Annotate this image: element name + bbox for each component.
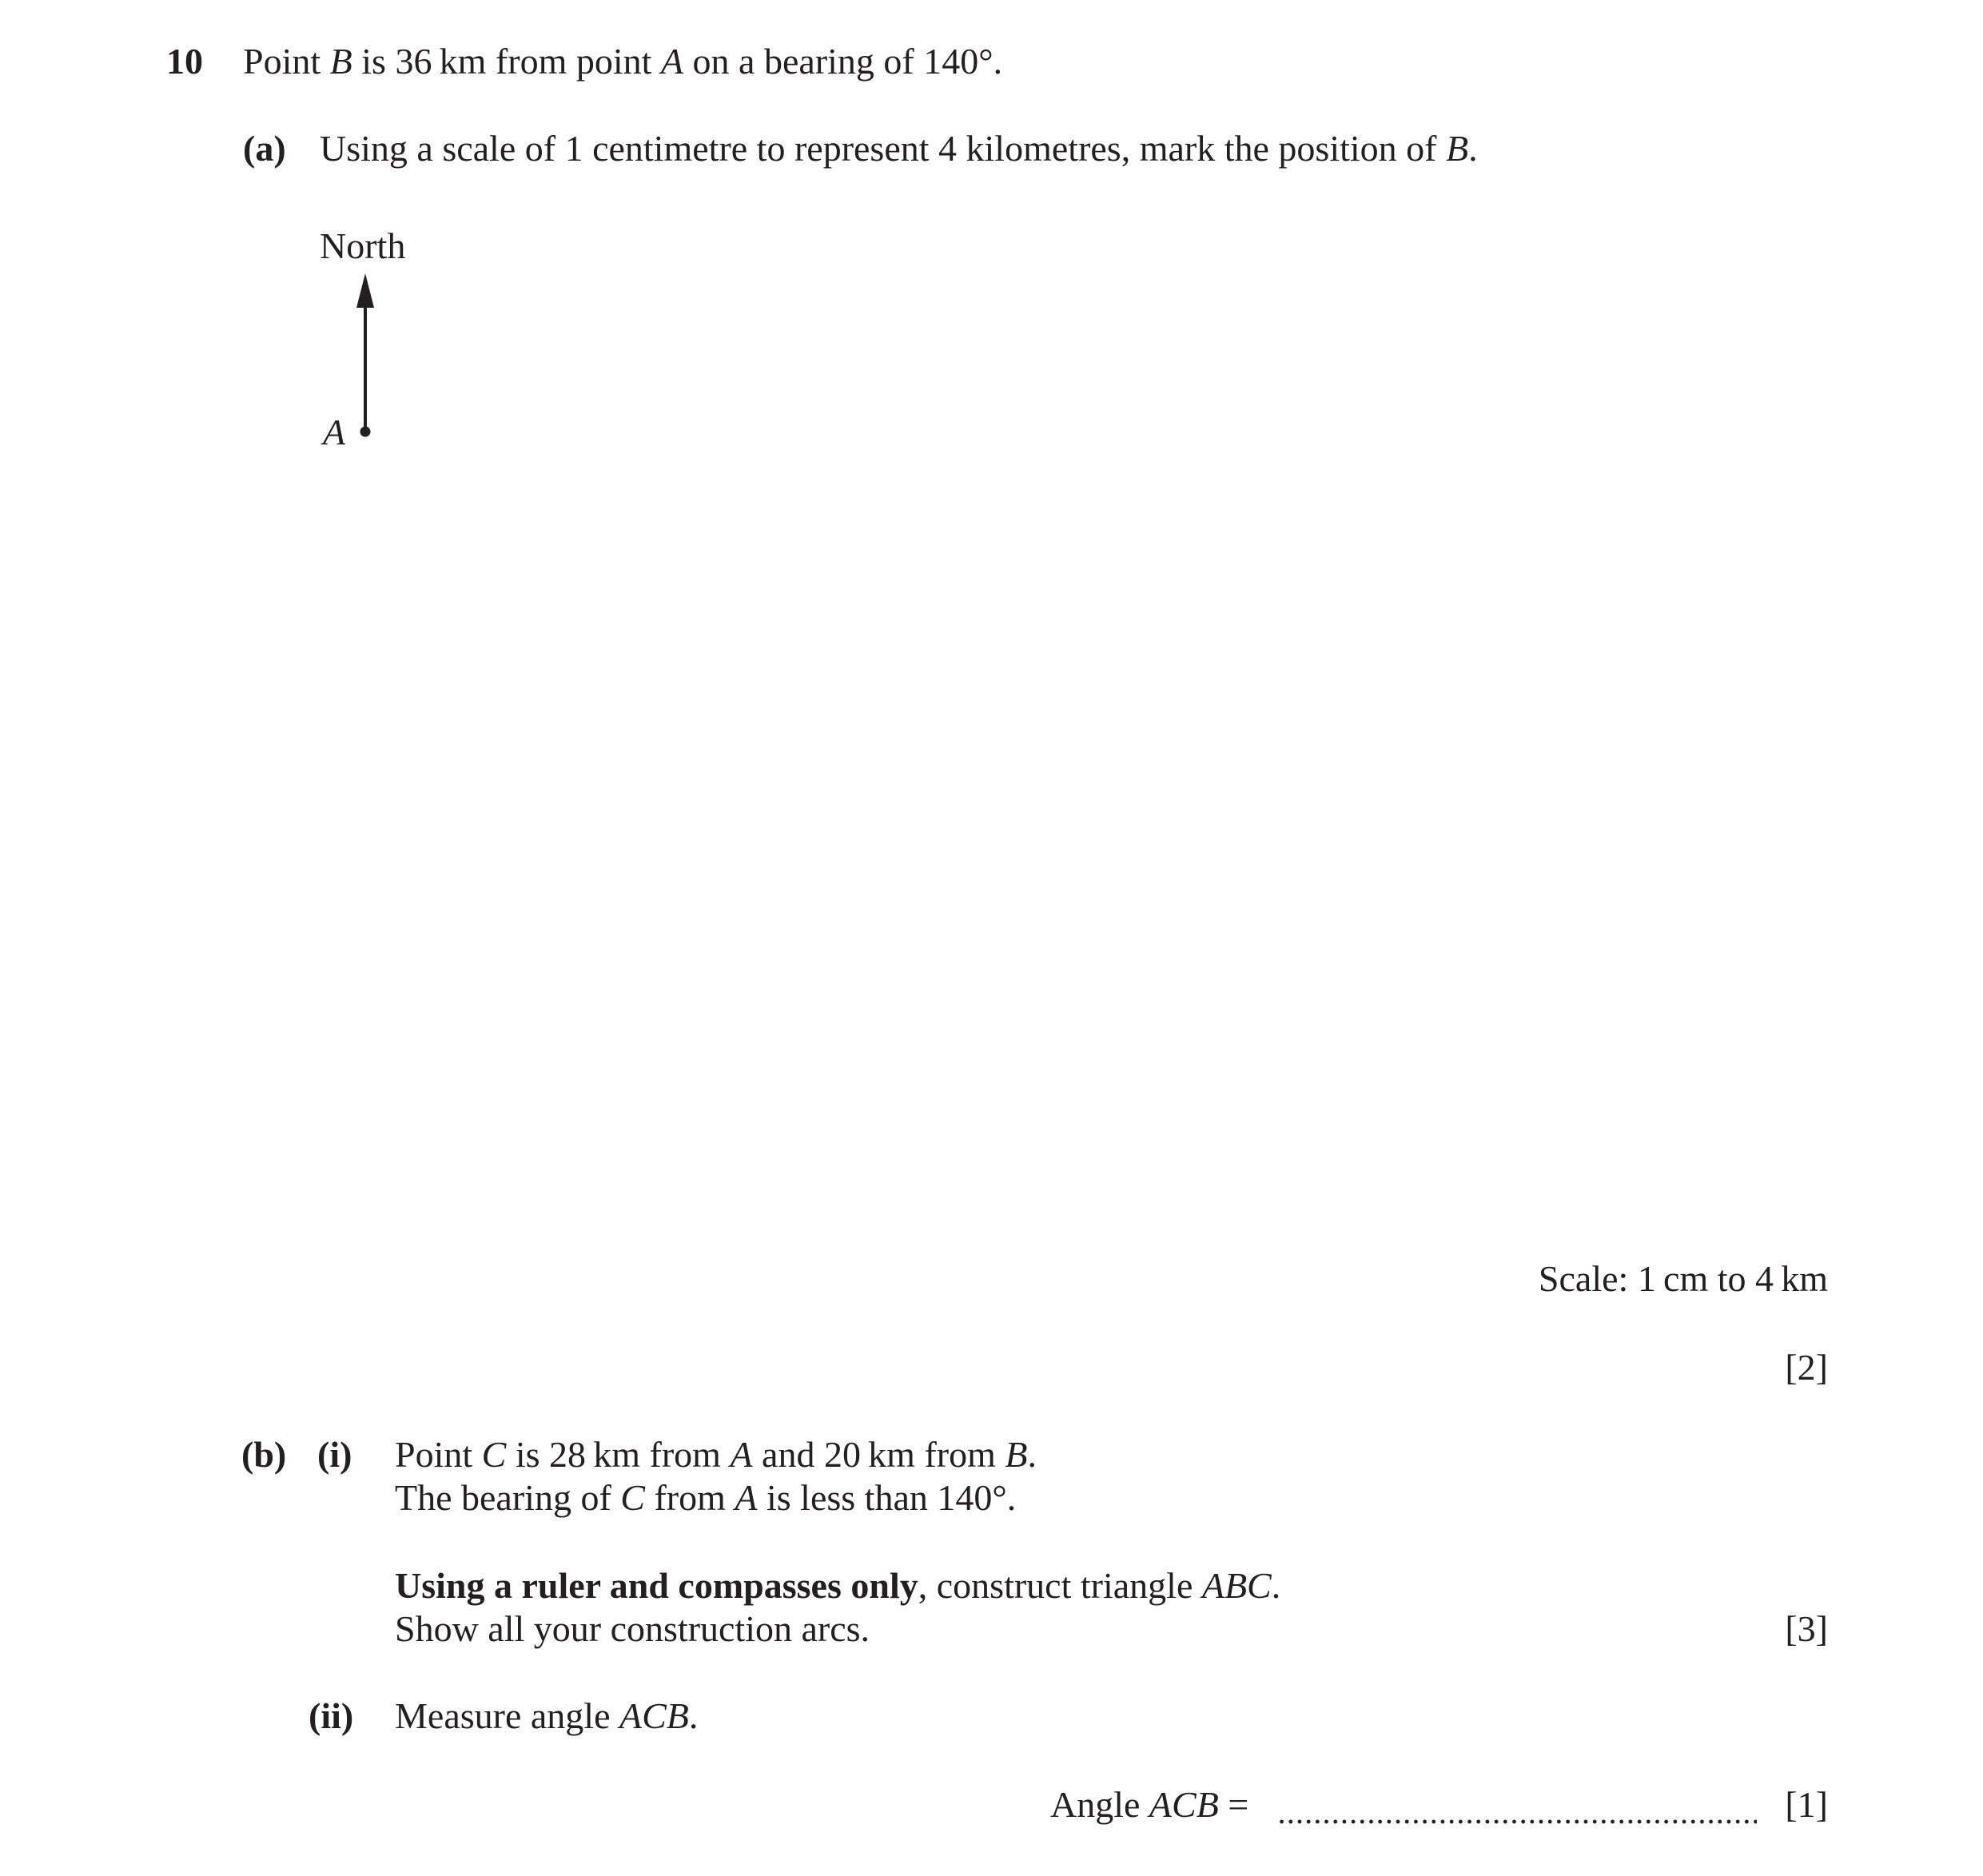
part-a-point-b: B — [1445, 128, 1469, 169]
part-a-text-2: . — [1468, 128, 1478, 169]
part-b-label: (b) — [241, 1434, 287, 1475]
answer-label — [1050, 1786, 1248, 1823]
north-arrowhead-icon — [356, 273, 374, 308]
b-i-l1-text-1: Point — [395, 1434, 482, 1475]
b-i-l2-text-1: The bearing of — [395, 1477, 621, 1518]
part-b-ii-label: (ii) — [309, 1695, 354, 1736]
stem-text-1: Point — [243, 41, 330, 82]
b-i-l1-text-4: . — [1027, 1434, 1037, 1475]
part-b-ii-marks: [1] — [1785, 1784, 1828, 1825]
b-i-l3-text-1: , construct triangle — [918, 1565, 1202, 1606]
stem-text-3: on a bearing of 140°. — [683, 41, 1003, 82]
point-a-label: A — [323, 412, 346, 452]
answer-text-2: = — [1218, 1784, 1249, 1825]
answer-angle: ACB — [1149, 1784, 1219, 1825]
b-i-l2-text-2: from — [644, 1477, 735, 1518]
b-i-l2-point-a: A — [735, 1477, 758, 1518]
point-a-dot — [360, 427, 371, 437]
part-b-i-line-4: Show all your construction arcs. — [395, 1608, 870, 1649]
answer-line[interactable] — [1277, 1819, 1757, 1824]
scale-text: Scale: 1 cm to 4 km — [1538, 1258, 1828, 1299]
answer-text-1: Angle — [1050, 1784, 1149, 1825]
b-i-l1-text-3: and 20 km from — [752, 1434, 1005, 1475]
part-b-i-line-1 — [395, 1436, 1037, 1473]
b-i-l1-point-c: C — [481, 1434, 507, 1475]
question-number: 10 — [166, 41, 203, 82]
part-a-text — [320, 130, 1478, 167]
part-b-i-line-2 — [395, 1477, 1017, 1518]
part-a-text-1: Using a scale of 1 centimetre to represent 4 kilometres, mark the position of — [320, 128, 1446, 169]
b-ii-text-1: Measure angle — [395, 1695, 619, 1736]
b-i-l3-triangle: ABC — [1201, 1565, 1272, 1606]
part-a-label: (a) — [243, 128, 286, 169]
north-label: North — [320, 225, 406, 266]
b-i-l1-text-2: is 28 km from — [506, 1434, 731, 1475]
b-ii-text-2: . — [688, 1695, 699, 1736]
part-b-i-marks: [3] — [1785, 1608, 1828, 1649]
b-i-l1-point-b: B — [1005, 1434, 1028, 1475]
part-a-marks: [2] — [1785, 1347, 1828, 1388]
part-b-i-line-3 — [395, 1567, 1280, 1604]
question-stem — [243, 43, 1002, 80]
part-b-i-label: (i) — [317, 1434, 352, 1475]
b-i-l1-point-a: A — [730, 1434, 753, 1475]
b-i-l3-text-2: . — [1271, 1565, 1281, 1606]
b-i-l2-text-3: is less than 140°. — [757, 1477, 1017, 1518]
b-i-l3-bold: Using a ruler and compasses only — [395, 1565, 918, 1606]
b-ii-angle: ACB — [619, 1695, 689, 1736]
stem-point-b: B — [329, 41, 352, 82]
b-i-l2-point-c: C — [620, 1477, 645, 1518]
stem-point-a: A — [660, 41, 684, 82]
stem-text-2: is 36 km from point — [352, 41, 661, 82]
part-b-ii-text — [395, 1695, 699, 1736]
